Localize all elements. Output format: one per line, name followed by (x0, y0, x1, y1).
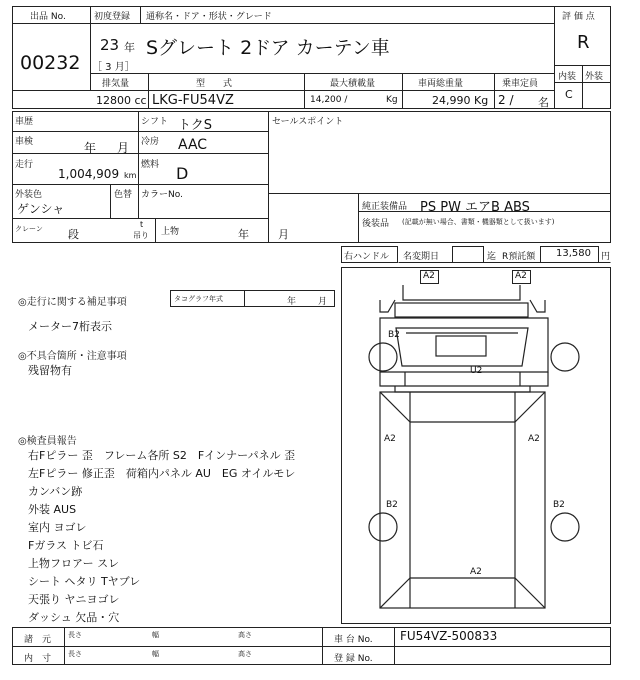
grade-value: R (577, 32, 590, 53)
damage-mark: B2 (553, 500, 565, 510)
history-label: 車歴 (15, 117, 34, 127)
exterior-grade-label: 外装 (585, 72, 604, 82)
damage-mark: A2 (515, 271, 527, 281)
first-reg-label: 初度登録 (94, 12, 131, 22)
damage-mark: B2 (388, 330, 400, 340)
color-change-label: 色替 (114, 190, 133, 200)
standard-equipment-value: PS PW エアB ABS (420, 200, 530, 215)
reg-month: ［ 3 月］ (92, 62, 135, 73)
shift-label: シフト (141, 117, 169, 127)
crane-label: クレーン (15, 225, 43, 233)
inspector-note: 室内 ヨゴレ (28, 521, 87, 534)
chassis-label: 車 台 No. (334, 635, 373, 645)
dims-label: 諸 元 (24, 635, 52, 645)
deadline-suffix: 迄 (487, 252, 497, 262)
inspector-note: 上物フロアー スレ (28, 557, 120, 570)
damage-mark: B2 (386, 500, 398, 510)
displacement-value: 12800 cc (96, 94, 147, 107)
lot-no: 00232 (20, 52, 81, 74)
inspection-month: 月 (117, 141, 130, 155)
model-value: LKG-FU54VZ (152, 93, 234, 108)
reg-year-unit: 年 (124, 41, 135, 54)
tachograph-month: 月 (318, 297, 328, 307)
inspector-note: カンバン跡 (28, 485, 83, 498)
capacity-unit: 名 (538, 96, 549, 109)
mileage-unit: km (124, 171, 137, 180)
fuel-value: D (176, 164, 189, 183)
mileage-label: 走行 (15, 160, 34, 170)
width-label: 幅 (152, 650, 159, 658)
inspection-label: 車検 (15, 137, 34, 147)
crane-hang: 吊り (133, 231, 149, 240)
inspector-note: 天張り ヤニヨゴレ (28, 593, 120, 606)
interior-grade-label: 内装 (558, 72, 577, 82)
chassis-value: FU54VZ-500833 (400, 629, 498, 643)
fuel-label: 燃料 (141, 160, 160, 170)
crane-t: t (140, 220, 144, 229)
shift-value: トクS (178, 118, 212, 133)
damage-mark: A2 (470, 567, 482, 577)
inspector-label: ◎検査員報告 (18, 436, 77, 447)
aftermarket-note: (記載が無い場合、書類・機器類として扱います) (402, 218, 555, 226)
model-label: 型 式 (196, 79, 233, 89)
inspector-note: 外装 AUS (28, 503, 77, 516)
car-name: Sグレート 2ドア カーテン車 (146, 37, 390, 59)
lot-no-label: 出品 No. (30, 12, 66, 22)
mileage-value: 1,004,909 (58, 167, 120, 181)
tachograph-label: タコグラフ年式 (174, 295, 223, 303)
reg-year: 23 (100, 36, 120, 54)
height-label: 高さ (238, 650, 252, 658)
sales-point-label: セールスポイント (272, 117, 344, 127)
height-label: 高さ (238, 631, 252, 639)
damage-mark: U2 (470, 366, 483, 376)
travel-note: メーター7桁表示 (28, 320, 112, 333)
recycle-deposit-value: 13,580 (556, 248, 591, 259)
max-load-unit: Kg (386, 95, 398, 105)
capacity-label: 乗車定員 (502, 79, 539, 89)
name-label: 通称名・ドア・形状・グレード (146, 12, 272, 22)
defect-note: 残留物有 (28, 364, 72, 377)
grade-label: 評 価 点 (562, 12, 595, 22)
truck-diagram (369, 285, 579, 608)
color-code-label: カラーNo. (141, 190, 183, 200)
gross-weight-value: 24,990 Kg (432, 94, 489, 107)
upper-label: 上物 (161, 227, 180, 237)
ac-label: 冷房 (141, 137, 160, 147)
exterior-color-value: ゲンシャ (17, 202, 65, 216)
max-load-label: 最大積載量 (330, 79, 376, 89)
ac-value: AAC (178, 137, 208, 153)
aftermarket-label: 後装品 (362, 219, 390, 229)
displacement-label: 排気量 (102, 79, 130, 89)
steering-value: 右ハンドル (344, 252, 390, 262)
defect-label: ◎不具合箇所・注意事項 (18, 351, 127, 362)
length-label: 長さ (68, 650, 82, 658)
damage-mark: A2 (384, 434, 396, 444)
inspector-note: シート ヘタリ Tヤブレ (28, 575, 141, 588)
upper-year: 年 (238, 228, 249, 241)
upper-month: 月 (278, 228, 289, 241)
name-change-label: 名変期日 (403, 252, 440, 262)
gross-weight-label: 車両総重量 (418, 79, 464, 89)
width-label: 幅 (152, 631, 159, 639)
exterior-color-label: 外装色 (15, 190, 43, 200)
travel-remarks-label: ◎走行に関する補足事項 (18, 297, 127, 308)
tachograph-year: 年 (287, 297, 297, 307)
registration-label: 登 録 No. (334, 654, 373, 664)
interior-grade-value: C (565, 88, 573, 101)
interior-dims-label: 内 寸 (24, 654, 52, 664)
inspector-note: Fガラス トビ石 (28, 539, 104, 552)
yen-unit: 円 (601, 252, 611, 262)
recycle-deposit-label: R預託額 (502, 252, 536, 262)
standard-equipment-label: 純正装備品 (362, 202, 408, 212)
damage-mark: A2 (528, 434, 540, 444)
length-label: 長さ (68, 631, 82, 639)
inspection-year: 年 (84, 141, 97, 155)
inspector-note: 右Fピラー 歪 フレーム各所 S2 Fインナーパネル 歪 (28, 449, 296, 462)
inspector-note: ダッシュ 欠品・穴 (28, 611, 120, 624)
max-load-value: 14,200 / (310, 95, 348, 105)
inspector-note: 左Fピラー 修正歪 荷箱内パネル AU EG オイルモレ (28, 467, 296, 480)
capacity-value: 2 / (498, 93, 514, 107)
crane-stage: 段 (68, 228, 79, 241)
damage-mark: A2 (423, 271, 435, 281)
